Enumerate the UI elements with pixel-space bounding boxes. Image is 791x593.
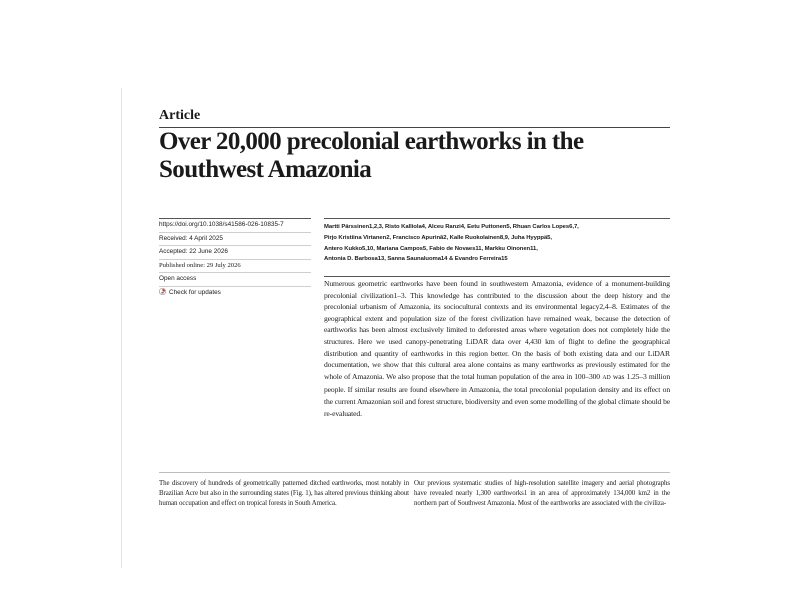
- author-line: Antonia D. Barbosa13, Sanna Saunaluoma14 & Evandro Ferreira15: [324, 256, 508, 263]
- article-metadata: [159, 218, 311, 299]
- accepted-date: Accepted: 22 June 2026: [159, 245, 311, 259]
- page-edge: [121, 88, 122, 568]
- author-line: Martti Pärssinen1,2,3, Risto Kalliola4, Alceu Ranzi4, Eetu Puttonen5, Rhuan Carlos Lopes6,7,: [324, 224, 579, 230]
- author-line: Antero Kukko5,10, Mariana Campos5, Fabio de Novaes11, Markku Oinonen11,: [324, 245, 538, 252]
- doi-link[interactable]: https://doi.org/10.1038/s41586-026-10835-7: [159, 218, 311, 232]
- check-for-updates-icon: [159, 288, 166, 295]
- published-date: Published online: 29 July 2026: [159, 259, 311, 273]
- check-for-updates-link[interactable]: [159, 286, 311, 300]
- era-label: AD: [602, 374, 611, 381]
- abstract-text-continued: was 1.25–3 million people. If similar results are found elsewhere in Amazonia, the total precolonial population density and its effect on the current Amazonian soil and forest structure, biodiversity and even some modelling of the global climate should be re-evaluated.: [324, 371, 670, 418]
- check-for-updates-label: Check for updates: [169, 288, 221, 296]
- body-rule: [159, 472, 670, 473]
- author-list: [324, 218, 670, 265]
- abstract-rule: [324, 276, 670, 277]
- body-column-right: Our previous systematic studies of high-resolution satellite imagery and aerial photographs have revealed nearly 1,300 earthworks1 in an area of approximately 134,000 km2 in the northern part of Southwest Amazonia. Most of the earthworks are associated with the civiliza-: [414, 480, 670, 508]
- abstract: [324, 278, 670, 419]
- received-date: Received: 4 April 2025: [159, 232, 311, 246]
- abstract-text: Numerous geometric earthworks have been found in southwestern Amazonia, evidence of a monument-building precolonial civilization1–3. This knowledge has contributed to the discussion about the deep history and the precolonial urbanism of Amazonia, its sociocultural contexts and its environmental legacy2,4–8. Estimates of the geographical extent and population size of the forest civilization have remained weak, because the detection of earthworks has been almost exclusively limited to deforested areas where vegetation does not completely hide the structures. Here we used canopy-penetrating LiDAR data over 4,430 km of flight to define the geographical distribution and quantity of earthworks in this region better. On the basis of both existing data and our LiDAR documentation, we show that this cultural area alone contains as many earthworks as previously estimated for the whole of Amazonia. We also propose that the total human population of the area in 100–300: [324, 279, 670, 381]
- open-access-label: Open access: [159, 272, 311, 286]
- body-column-left: The discovery of hundreds of geometrically patterned ditched earthworks, most notably in Brazilian Acre but also in the surrounding states (Fig. 1), has altered previous thinking about human occupation and effect on tropical forests in South America.: [159, 480, 409, 508]
- author-line: Pirjo Kristiina Virtanen2, Francisco Apurinã2, Kalle Ruokolainen8,9, Juha Hyyppä5,: [324, 234, 552, 241]
- article-title: Over 20,000 precolonial earthworks in the Southwest Amazonia: [159, 128, 584, 183]
- article-type-label: Article: [159, 108, 201, 123]
